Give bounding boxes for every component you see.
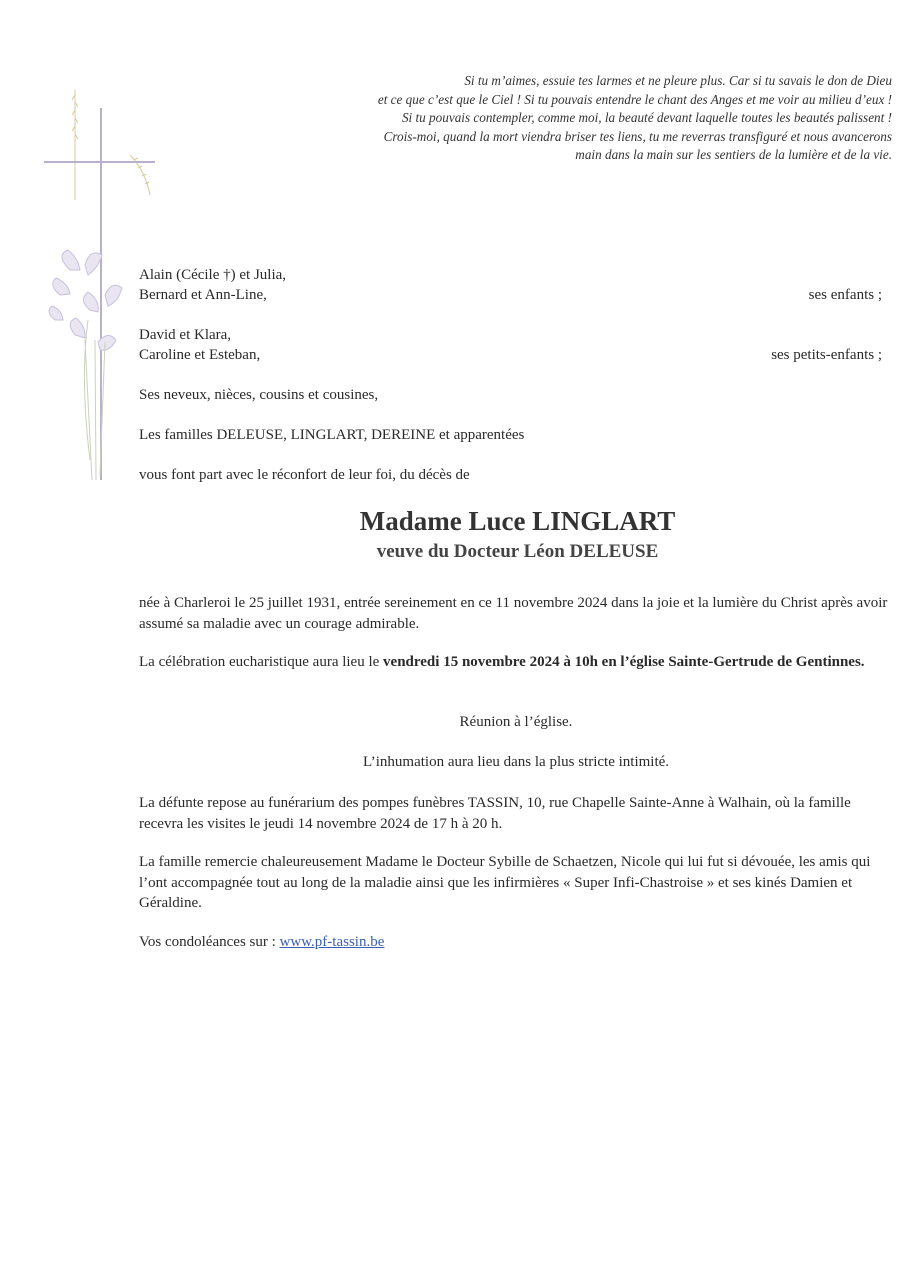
deceased-name: Madame Luce LINGLART (359, 506, 676, 536)
wheat-stalk-icon (72, 90, 150, 200)
grandchildren-line: Caroline et Esteban, (139, 347, 261, 363)
condolences-line (139, 932, 894, 953)
funerarium-paragraph: La défunte repose au funérarium des pompes funèbres TASSIN, 10, rue Chapelle Sainte-Anne à Walhain, où la famille recevra les visites le jeudi 14 novembre 2024 de 17 h à 20 h. (139, 795, 851, 832)
poem-line: Crois-moi, quand la mort viendra briser tes liens, tu me reverras transfiguré et nous avancerons (383, 128, 892, 144)
deceased-subtitle: veuve du Docteur Léon DELEUSE (376, 541, 659, 562)
poem-line: Si tu m’aimes, essuie tes larmes et ne pleure plus. Car si tu savais le don de Dieu (464, 73, 892, 88)
reunion-line: Réunion à l’église. (459, 714, 573, 730)
poem-line: Si tu pouvais contempler, comme moi, la beauté devant laquelle toutes les beautés palissent ! (401, 110, 892, 126)
ceremony-details: vendredi 15 novembre 2024 à 10h en l’église Sainte-Gertrude de Gentinnes. (383, 654, 865, 670)
grandchildren-label: ses petits-enfants ; (771, 347, 882, 363)
condolences-link[interactable]: www.pf-tassin.be (279, 934, 385, 950)
poem-quote (252, 72, 892, 165)
grandchildren-block (139, 325, 882, 365)
grandchildren-line: David et Klara, (139, 327, 232, 343)
relatives-line: Ses neveux, nièces, cousins et cousines, (139, 387, 379, 403)
announcement-line: vous font part avec le réconfort de leur foi, du décès de (139, 467, 470, 483)
poem-line: main dans la main sur les sentiers de la lumière et de la vie. (575, 147, 892, 163)
lily-flowers-icon (49, 250, 122, 350)
children-label: ses enfants ; (808, 287, 882, 303)
poem-line: et ce que c’est que le Ciel ! Si tu pouvais entendre le chant des Anges et me voir au milieu d’eux ! (377, 91, 892, 107)
thanks-paragraph: La famille remercie chaleureusement Madame le Docteur Sybille de Schaetzen, Nicole qui lui fut si dévouée, les amis qui l’ont accompagnée tout au long de la maladie ainsi que les infirmières « Super Infi-Chastroise » et ses kinés Damien et Géraldine. (139, 854, 871, 911)
ceremony-intro: La célébration eucharistique aura lieu le (139, 654, 384, 670)
birth-paragraph: née à Charleroi le 25 juillet 1931, entrée sereinement en ce 11 novembre 2024 dans la joie et la lumière du Christ après avoir assumé sa maladie avec un courage admirable. (139, 595, 888, 632)
condolences-label: Vos condoléances sur : (139, 934, 280, 950)
ceremony-paragraph (139, 652, 894, 673)
children-block (139, 265, 882, 305)
children-line: Alain (Cécile †) et Julia, (139, 267, 287, 283)
children-line: Bernard et Ann-Line, (139, 287, 267, 303)
burial-line: L’inhumation aura lieu dans la plus stricte intimité. (362, 754, 670, 770)
families-line: Les familles DELEUSE, LINGLART, DEREINE et apparentées (139, 427, 525, 443)
